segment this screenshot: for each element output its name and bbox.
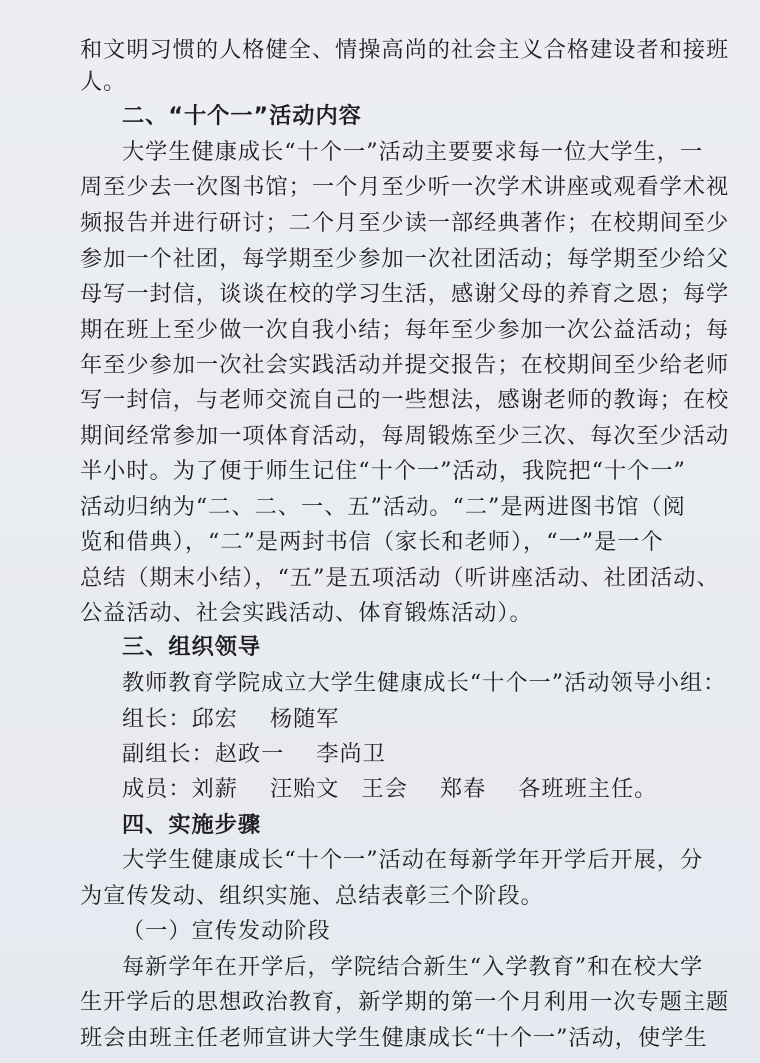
paragraph-line: 半小时。为了便于师生记住“十个一”活动，我院把“十个一” — [80, 458, 686, 484]
paragraph-line: 参加一个社团，每学期至少参加一次社团活动；每学期至少给父 — [80, 246, 730, 272]
paragraph-line: 期间经常参加一项体育活动，每周锻炼至少三次、每次至少活动 — [80, 423, 730, 449]
member-name: 王会 — [361, 776, 408, 802]
paragraph-line: 频报告并进行研讨；二个月至少读一部经典著作；在校期间至少 — [80, 210, 730, 236]
paragraph-line: 人。 — [80, 69, 127, 95]
deputy-leader-name: 李尚卫 — [316, 741, 386, 767]
paragraph-line: 写一封信，与老师交流自己的一些想法，感谢老师的教诲；在校 — [80, 387, 730, 413]
leader-line — [122, 704, 340, 734]
section-heading-content: 二、“十个一”活动内容 — [122, 103, 362, 129]
paragraph-line: 和文明习惯的人格健全、情操高尚的社会主义合格建设者和接班 — [80, 37, 730, 63]
paragraph-line: 活动归纳为“二、二、一、五”活动。“二”是两进图书馆（阅 — [80, 494, 686, 520]
paragraph-line: 期在班上至少做一次自我小结；每年至少参加一次公益活动；每 — [80, 317, 730, 343]
subsection-heading: （一）宣传发动阶段 — [122, 918, 331, 944]
deputy-leader-label: 副组长：赵政一 — [122, 741, 285, 767]
section-heading-organization: 三、组织领导 — [122, 634, 262, 660]
leader-label: 组长：邱宏 — [122, 706, 238, 732]
deputy-leader-line — [122, 739, 386, 769]
leader-name: 杨随军 — [269, 706, 340, 732]
paragraph-line: 每新学年在开学后，学院结合新生“入学教育”和在校大学 — [122, 954, 704, 980]
paragraph-line: 生开学后的思想政治教育，新学期的第一个月利用一次专题主题 — [80, 989, 730, 1015]
paragraph-line: 年至少参加一次社会实践活动并提交报告；在校期间至少给老师 — [80, 352, 730, 378]
members-line — [122, 774, 657, 804]
paragraph-line: 大学生健康成长“十个一”活动主要要求每一位大学生，一 — [122, 139, 704, 165]
paragraph-line: 公益活动、社会实践活动、体育锻炼活动）。 — [80, 600, 533, 626]
paragraph-line: 教师教育学院成立大学生健康成长“十个一”活动领导小组： — [122, 670, 727, 696]
paragraph-line: 览和借典），“二”是两封书信（家长和老师），“一”是一个 — [80, 529, 664, 555]
paragraph-line: 总结（期末小结），“五”是五项活动（听讲座活动、社团活动、 — [80, 565, 720, 591]
paragraph-line: 大学生健康成长“十个一”活动在每新学年开学后开展，分 — [122, 847, 704, 873]
section-heading-steps: 四、实施步骤 — [122, 812, 262, 838]
member-name: 各班班主任。 — [518, 776, 658, 802]
paragraph-line: 周至少去一次图书馆；一个月至少听一次学术讲座或观看学术视 — [80, 174, 730, 200]
paragraph-line: 为宣传发动、组织实施、总结表彰三个阶段。 — [80, 883, 544, 909]
member-name: 郑春 — [439, 776, 487, 802]
member-name: 汪贻文 — [269, 776, 340, 802]
member-label: 成员：刘薪 — [122, 776, 238, 802]
paragraph-line: 班会由班主任老师宣讲大学生健康成长“十个一”活动，使学生 — [80, 1025, 708, 1051]
paragraph-line: 母写一封信，谈谈在校的学习生活，感谢父母的养育之恩；每学 — [80, 281, 730, 307]
